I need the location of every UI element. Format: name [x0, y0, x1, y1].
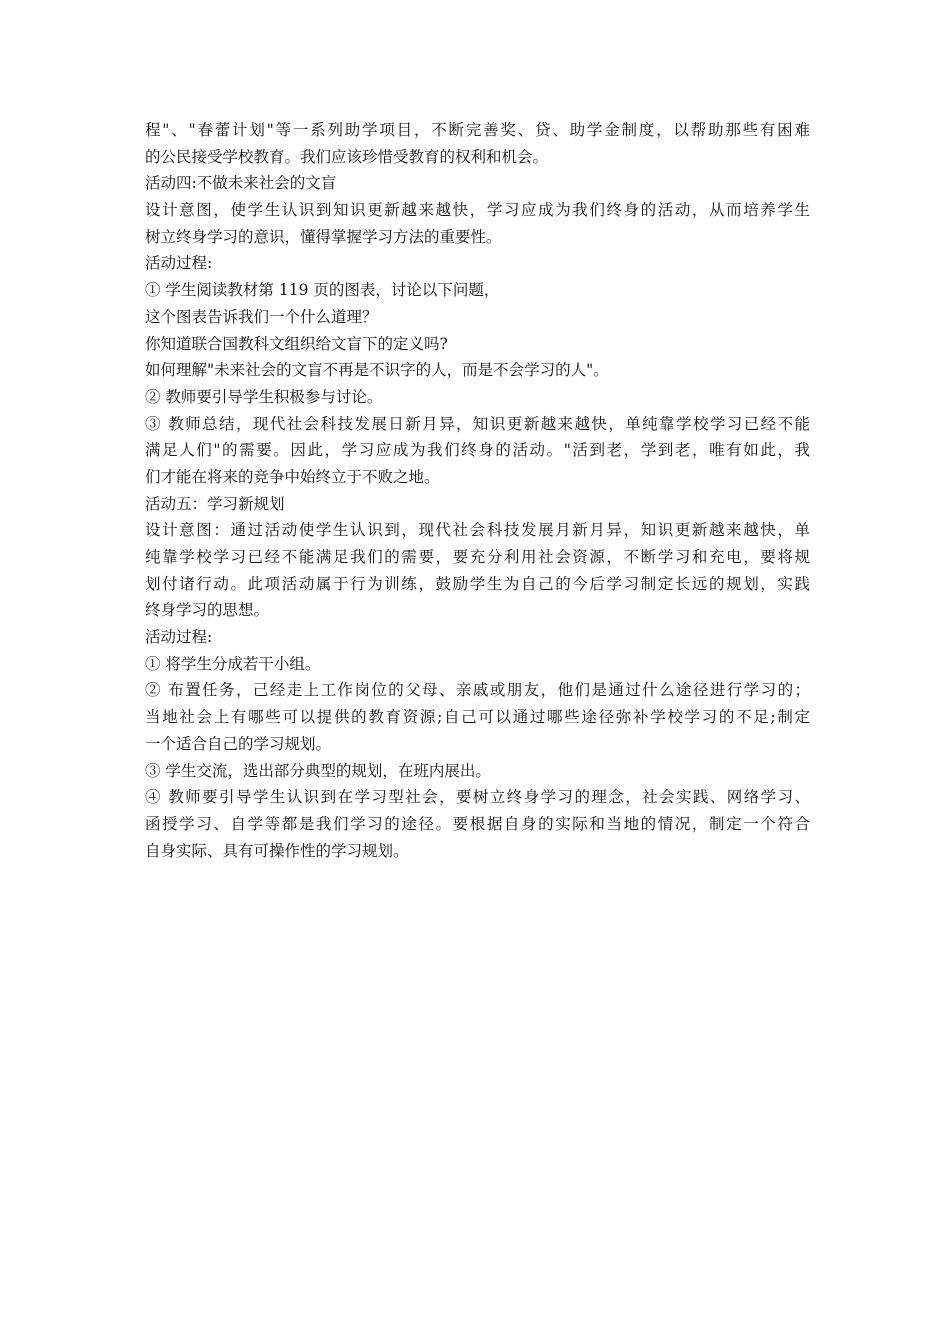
text-line: 当地社会上有哪些可以提供的教育资源;自己可以通过哪些途径弥补学校学习的不足;制定: [145, 708, 810, 727]
text-line: ② 布置任务，己经走上工作岗位的父母、亲戚或朋友，他们是通过什么途径进行学习的；: [145, 681, 810, 700]
text-line: 活动四:不做未来社会的文盲: [145, 174, 337, 193]
text-line: 函授学习、自学等都是我们学习的途径。要根据自身的实际和当地的情况，制定一个符合: [145, 814, 810, 833]
text-line: 这个图表告诉我们一个什么道理？: [145, 307, 378, 326]
text-line: 一个适合自己的学习规划。: [145, 734, 332, 753]
document-page: [145, 117, 810, 864]
text-line: 活动过程:: [145, 254, 213, 273]
text-line: ④ 教师要引导学生认识到在学习型社会，要树立终身学习的理念，社会实践、网络学习、: [145, 788, 810, 807]
text-line: 纯靠学校学习已经不能满足我们的需要，要充分利用社会资源，不断学习和充电，要将规: [145, 548, 810, 566]
text-line: 终身学习的思想。: [145, 601, 270, 620]
text-line: ③ 学生交流，选出部分典型的规划，在班内展出。: [145, 761, 491, 780]
text-line: 设计意图：通过活动使学生认识到，现代社会科技发展月新月异，知识更新越来越快，单: [145, 521, 810, 540]
text-line: 自身实际、具有可操作性的学习规划。: [145, 841, 409, 860]
text-line: 你知道联合国教科文组织给文盲下的定义吗?: [145, 334, 448, 353]
text-line: 们才能在将来的竞争中始终立于不败之地。: [145, 467, 440, 486]
text-line: ① 学生阅读教材第 119 页的图表，讨论以下问题，: [145, 281, 500, 300]
text-line: 设计意图，使学生认识到知识更新越来越快，学习应成为我们终身的活动，从而培养学生: [145, 201, 810, 220]
text-line: 的公民接受学校教育。我们应该珍惜受教育的权利和机会。: [145, 147, 549, 166]
text-line: 活动过程:: [145, 628, 213, 647]
text-line: 树立终身学习的意识，懂得掌握学习方法的重要性。: [145, 227, 502, 246]
text-line: 活动五：学习新规划: [145, 494, 285, 513]
text-line: ① 将学生分成若干小组。: [145, 654, 321, 673]
text-line: 划付诸行动。此项活动属于行为训练，鼓励学生为自己的今后学习制定长远的规划，实践: [145, 574, 810, 593]
text-line: 如何理解"未来社会的文盲不再是不识字的人，而是不会学习的人"。: [145, 361, 609, 380]
text-line: ② 教师要引导学生积极参与讨论。: [145, 387, 383, 406]
text-line: 满足人们"的需要。因此，学习应成为我们终身的活动。"活到老，学到老，唯有如此，我: [145, 441, 810, 460]
text-line: 程"、"春蕾计划"等一系列助学项目，不断完善奖、贷、助学金制度，以帮助那些有困难: [145, 121, 810, 139]
text-line: ③ 教师总结，现代社会科技发展日新月异，知识更新越来越快，单纯靠学校学习已经不能: [145, 414, 810, 433]
